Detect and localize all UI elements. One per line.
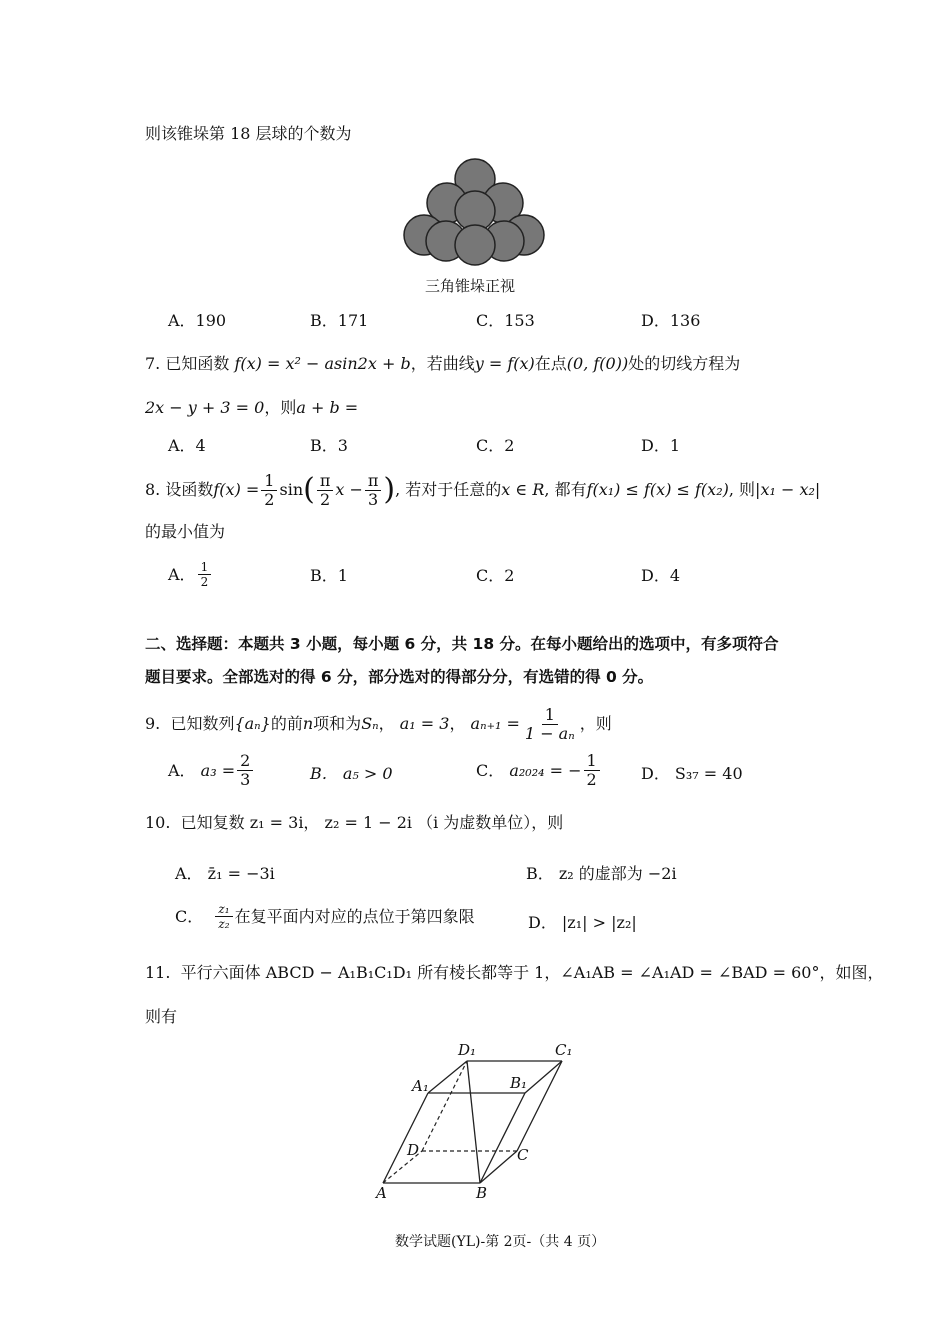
label-b1: B₁ <box>510 1074 528 1092</box>
q8-half-fraction: $\frac{1}{2}$ <box>261 472 277 509</box>
q7-line2 <box>145 397 358 419</box>
q8-domain: x ∈ R <box>501 480 545 499</box>
q8-x-minus: x − <box>335 480 363 499</box>
q8-pi-over-3: $\frac{\pi}{3}$ <box>365 472 382 509</box>
q8-func-lhs: f(x) = <box>213 480 260 499</box>
q9-n: n <box>302 714 314 733</box>
edge-a-a1 <box>383 1093 428 1183</box>
q6-option-b: B．171 <box>310 311 369 330</box>
q7-tangent-equation: 2x − y + 3 = 0 <box>145 398 265 417</box>
figure-caption: 三角锥垛正视 <box>425 277 516 295</box>
q9-option-a: A． a₃ = $\frac{2}{3}$ <box>168 752 255 789</box>
label-a1: A₁ <box>412 1077 429 1095</box>
q8-pi-over-2: $\frac{\pi}{2}$ <box>317 472 334 509</box>
q9-line1: 9. 已知数列 {aₙ} 的前 n 项和为 Sₙ ， a₁ = 3 ， aₙ₊₁ = $\frac{1}{\text{1 − aₙ}}$ ，则 <box>145 704 612 743</box>
q6-option-d: D．136 <box>641 311 701 330</box>
label-c1: C₁ <box>555 1041 573 1059</box>
q7-expression: a + b = <box>296 398 359 417</box>
q7-option-d: D．1 <box>641 436 681 455</box>
label-a: A <box>376 1184 387 1202</box>
hidden-edge-d-d1 <box>422 1061 467 1151</box>
q7-option-b: B．3 <box>310 436 348 455</box>
q8-option-a-fraction: $\frac{1}{2}$ <box>198 560 212 589</box>
q8-line1: 8. 设函数 f(x) = $\frac{1}{2}$ sin ( $\frac{\pi}{2}$ x − $\frac{\pi}{3}$ ) , 若对于任意的 x ∈ R , 都有 f(x₁) ≤ f(x) ≤ f(x₂) , 则 |x₁ − x₂| <box>145 470 821 509</box>
parallelepiped-figure <box>370 1038 590 1208</box>
q8-sin: sin <box>279 480 304 499</box>
q8-abs: |x₁ − x₂| <box>755 480 821 499</box>
q7-point: (0, f(0)) <box>566 354 629 373</box>
label-d1: D₁ <box>458 1041 477 1059</box>
q10-number: 10. <box>145 813 171 832</box>
q8-option-b: B．1 <box>310 566 348 585</box>
q6-option-c: C．153 <box>476 311 535 330</box>
q7-function: f(x) = x² − asin2x + b <box>234 354 411 373</box>
q7-line1 <box>145 353 740 375</box>
q8-number: 8. <box>145 480 161 499</box>
q11-text: 平行六面体 ABCD − A₁B₁C₁D₁ 所有棱长都等于 1，∠A₁AB = ∠A₁AD = ∠BAD = 60°，如图， <box>180 963 884 982</box>
q9-text-b: 的前 <box>270 714 303 733</box>
q8-option-c: C．2 <box>476 566 515 585</box>
q10-option-a: A． z̄₁ = −3i <box>175 864 275 883</box>
q10-line1 <box>145 812 563 834</box>
section2-heading-line2: 题目要求。全部选对的得 6 分，部分选对的得部分分，有选错的得 0 分。 <box>145 668 654 686</box>
q8-text-b: , 若对于任意的 <box>395 480 502 499</box>
q11-number: 11. <box>145 963 171 982</box>
q7-text-b: ，若曲线 <box>410 354 475 373</box>
q9-recurrence-lhs: aₙ₊₁ = <box>470 714 520 733</box>
q7-text-d: 处的切线方程为 <box>628 354 741 373</box>
q9-text-c: 项和为 <box>313 714 362 733</box>
label-c: C <box>517 1146 529 1164</box>
q8-option-a: A． $\frac{1}{2}$ <box>168 560 213 589</box>
q10-option-d: D． |z₁| > |z₂| <box>528 913 637 932</box>
q7-number: 7. <box>145 354 161 373</box>
q9-option-a-fraction: $\frac{2}{3}$ <box>237 752 253 789</box>
q8-inequality: f(x₁) ≤ f(x) ≤ f(x₂) <box>586 480 729 499</box>
label-b: B <box>476 1184 488 1202</box>
q11-line1 <box>145 962 883 984</box>
q6-option-a: A．190 <box>168 311 227 330</box>
q7-text-c: 在点 <box>534 354 567 373</box>
q8-text-a: 设函数 <box>165 480 214 499</box>
q7-curve: y = f(x) <box>474 354 535 373</box>
sphere-bottom-center <box>455 225 495 265</box>
q7-text-a: 已知函数 <box>165 354 230 373</box>
q8-option-d: D．4 <box>641 566 681 585</box>
q9-option-c: C． a₂₀₂₄ = − $\frac{1}{2}$ <box>476 752 602 789</box>
q8-text-d: , 则 <box>728 480 756 499</box>
q7-option-a: A．4 <box>168 436 206 455</box>
edge-b1-c1 <box>525 1061 562 1093</box>
q10-text: 已知复数 z₁ = 3i， z₂ = 1 − 2i （i 为虚数单位），则 <box>180 813 564 832</box>
q7-option-c: C．2 <box>476 436 515 455</box>
segment-d1-b <box>467 1061 480 1183</box>
q9-sequence: {aₙ} <box>234 714 271 733</box>
page-footer: 数学试题(YL)-第 2页-（共 4 页） <box>395 1234 606 1250</box>
label-d: D <box>407 1141 420 1159</box>
q9-text-a: 已知数列 <box>170 714 235 733</box>
q9-text-d: ，则 <box>579 714 612 733</box>
q9-recurrence-fraction: $\frac{1}{\text{1 − aₙ}}$ <box>524 704 575 743</box>
q9-option-c-fraction: $\frac{1}{2}$ <box>584 752 600 789</box>
sphere-pyramid-figure <box>400 155 550 270</box>
edge-b-b1 <box>480 1093 525 1183</box>
q9-number: 9. <box>145 714 161 733</box>
edge-b-c <box>480 1151 517 1183</box>
q10-option-b: B． z₂ 的虚部为 −2i <box>526 864 677 883</box>
q8-text-c: , 都有 <box>544 480 587 499</box>
section2-heading-line1: 二、选择题：本题共 3 小题，每小题 6 分，共 18 分。在每小题给出的选项中，有多项符合 <box>145 635 779 653</box>
q9-sn: Sₙ <box>361 714 379 733</box>
q9-option-b: B． a₅ > 0 <box>310 764 393 783</box>
q10-option-c-fraction: $\frac{\text{z₁}}{\text{z₂}}$ <box>215 902 232 931</box>
q10-option-c: C． $\frac{\text{z₁}}{\text{z₂}}$ 在复平面内对应的点位于第四象限 <box>175 902 475 931</box>
q7-line2-text: ，则 <box>264 398 297 417</box>
q9-a1: a₁ = 3 <box>399 714 450 733</box>
q6-tail-text: 则该锥垛第 18 层球的个数为 <box>145 124 352 143</box>
q8-line2: 的最小值为 <box>145 522 226 541</box>
q9-option-d: D． S₃₇ = 40 <box>641 764 743 783</box>
edge-d1-a1 <box>428 1061 467 1093</box>
q11-line2: 则有 <box>145 1007 178 1026</box>
